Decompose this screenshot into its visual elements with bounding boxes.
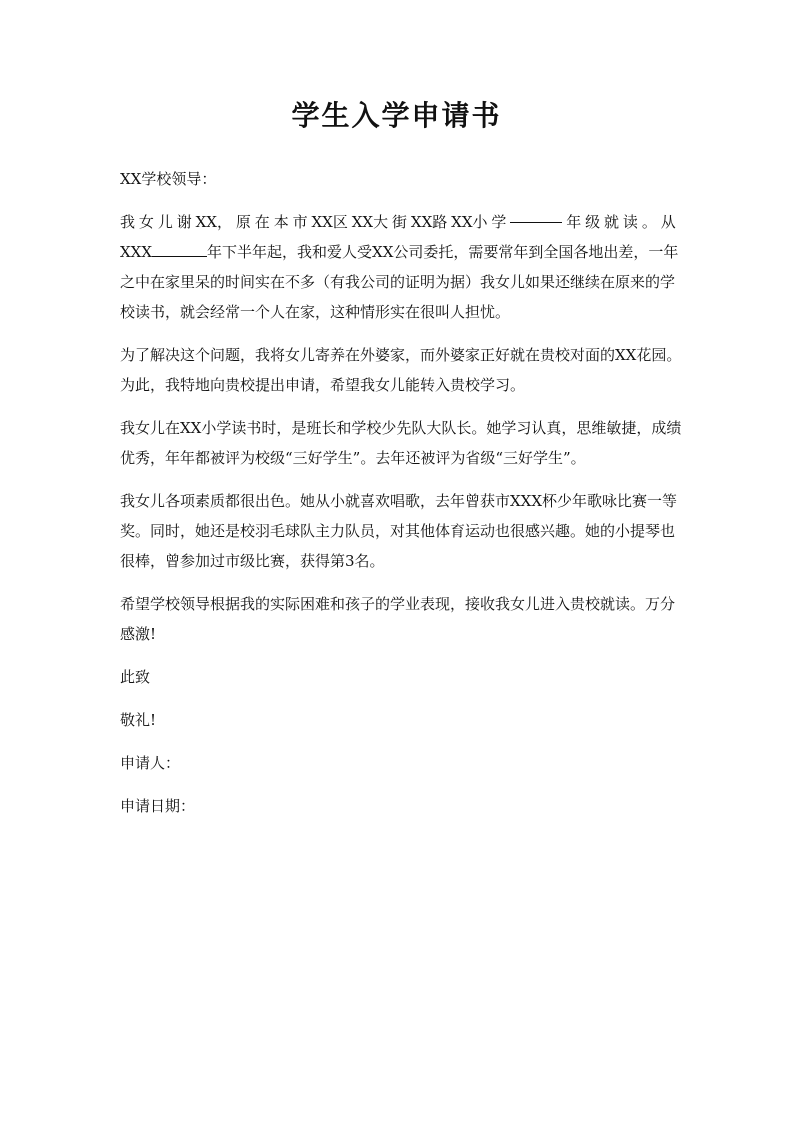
word: 本 — [273, 213, 289, 231]
word: 。 — [641, 213, 657, 231]
word: 从 — [660, 213, 676, 231]
closing-line-1: 此致 — [120, 668, 151, 686]
word: 读 — [622, 213, 638, 231]
word: XX区 — [311, 213, 348, 231]
paragraph-1-line-1 — [120, 207, 676, 237]
paragraph-4-line-3: 很棒，曾参加过市级比赛，获得第3名。 — [120, 552, 385, 570]
paragraph-4-line-1: 我女儿各项素质都很出色。她从小就喜欢唱歌，去年曾获市XXX杯少年歌咏比赛一等 — [120, 492, 678, 510]
date-label: 申请日期： — [120, 797, 196, 815]
letter-body — [120, 164, 682, 834]
closing-line-2: 敬礼! — [120, 711, 157, 729]
applicant-label: 申请人： — [120, 754, 181, 772]
paragraph-3-line-1: 我女儿在XX小学读书时，是班长和学校少先队大队长。她学习认真，思维敏捷，成绩 — [120, 419, 682, 437]
page-title: 学生入学申请书 — [291, 99, 502, 132]
paragraph-5-line-1: 希望学校领导根据我的实际困难和孩子的学业表现，接收我女儿进入贵校就读。万分 — [120, 595, 676, 613]
word: 儿 — [157, 213, 173, 231]
paragraph-1-line-2-text: 年下半年起，我和爱人受XX公司委托，需要常年到全国各地出差，一年 — [207, 243, 679, 261]
paragraph-4 — [120, 486, 676, 576]
word: 女 — [138, 213, 154, 231]
word: 原 — [235, 213, 251, 231]
paragraph-1-line-4: 校读书，就会经常一个人在家，这种情形实在很叫人担忧。 — [120, 303, 511, 321]
salutation: XX学校领导： — [120, 170, 217, 188]
word: 谢 — [176, 213, 192, 231]
paragraph-2-line-1: 为了解决这个问题，我将女儿寄养在外婆家，而外婆家正好就在贵校对面的XX花园。 — [120, 346, 682, 364]
paragraph-1-line-2 — [120, 237, 679, 267]
year-prefix: XXX — [120, 243, 153, 261]
paragraph-3 — [120, 413, 682, 473]
paragraph-1-line-3: 之中在家里呆的时间实在不多（有我公司的证明为据）我女儿如果还继续在原来的学 — [120, 273, 676, 291]
word: 级 — [585, 213, 601, 231]
paragraph-4-line-2: 奖。同时，她还是校羽毛球队主力队员，对其他体育运动也很感兴趣。她的小提琴也 — [120, 522, 676, 540]
year-blank — [152, 241, 207, 257]
paragraph-3-line-2: 优秀，年年都被评为校级“三好学生”。去年还被评为省级“三好学生”。 — [120, 449, 586, 467]
word: 街 — [392, 213, 408, 231]
word: XX， — [195, 213, 232, 231]
word: 年 — [566, 213, 582, 231]
word: 我 — [120, 213, 136, 231]
paragraph-2-line-2: 为此，我特地向贵校提出申请，希望我女儿能转入贵校学习。 — [120, 376, 526, 394]
paragraph-1 — [120, 207, 679, 327]
word: XX小 — [451, 213, 488, 231]
word: 在 — [254, 213, 270, 231]
word: 就 — [604, 213, 620, 231]
paragraph-5-line-2: 感激! — [120, 625, 157, 643]
word: 学 — [491, 213, 507, 231]
paragraph-2 — [120, 340, 682, 400]
word: 市 — [292, 213, 308, 231]
word: XX路 — [410, 213, 448, 231]
paragraph-5 — [120, 589, 676, 649]
word: XX大 — [351, 213, 389, 231]
grade-blank — [510, 207, 562, 223]
